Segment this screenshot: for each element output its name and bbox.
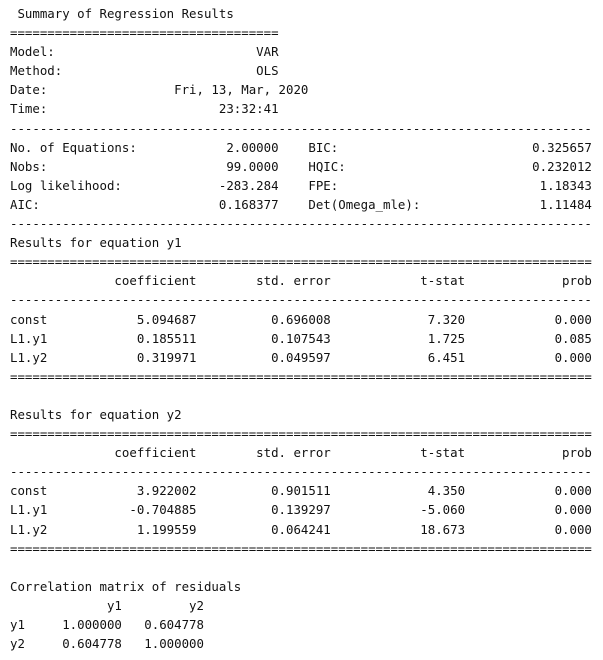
summary-row: Date: Fri, 13, Mar, 2020: [10, 82, 309, 98]
table-row: L1.y2 0.319971 0.049597 6.451 0.000: [10, 349, 592, 365]
stats-row: No. of Equations: 2.00000 BIC: 0.325657: [10, 139, 592, 155]
correlation-row: y2 0.604778 1.000000: [10, 636, 204, 652]
summary-row: Model: VAR: [10, 44, 279, 60]
table-row: L1.y1 0.185511 0.107543 1.725 0.085: [10, 330, 592, 346]
divider-single: ------------------------------------------------------------------------------: [10, 216, 592, 232]
stats-row: Nobs: 99.0000 HQIC: 0.232012: [10, 158, 592, 174]
divider-double: ==============================================================================: [10, 540, 592, 556]
divider-double: ==============================================================================: [10, 426, 592, 442]
table-header: coefficient std. error t-stat prob: [10, 445, 592, 461]
summary-row: Time: 23:32:41: [10, 101, 279, 117]
correlation-header: y1 y2: [10, 597, 204, 613]
stats-row: AIC: 0.168377 Det(Omega_mle): 1.11484: [10, 196, 592, 212]
table-row: L1.y2 1.199559 0.064241 18.673 0.000: [10, 521, 592, 537]
table-row: L1.y1 -0.704885 0.139297 -5.060 0.000: [10, 502, 592, 518]
divider-double: ==============================================================================: [10, 368, 592, 384]
divider-double: ==============================================================================: [10, 254, 592, 270]
equation-title: Results for equation y1: [10, 235, 182, 251]
stats-row: Log likelihood: -283.284 FPE: 1.18343: [10, 177, 592, 193]
table-header: coefficient std. error t-stat prob: [10, 273, 592, 289]
correlation-row: y1 1.000000 0.604778: [10, 617, 204, 632]
correlation-title: Correlation matrix of residuals: [10, 578, 242, 594]
table-row: const 3.922002 0.901511 4.350 0.000: [10, 483, 592, 499]
divider-double: ====================================: [10, 25, 279, 41]
table-row: const 5.094687 0.696008 7.320 0.000: [10, 311, 592, 327]
divider-single: ------------------------------------------------------------------------------: [10, 120, 592, 136]
equation-title: Results for equation y2: [10, 406, 182, 422]
blank-line: [10, 386, 603, 405]
blank-line: [10, 558, 603, 577]
divider-single: ------------------------------------------------------------------------------: [10, 464, 592, 480]
divider-single: ------------------------------------------------------------------------------: [10, 292, 592, 308]
summary-row: Method: OLS: [10, 63, 279, 79]
summary-title: Summary of Regression Results: [10, 6, 234, 21]
